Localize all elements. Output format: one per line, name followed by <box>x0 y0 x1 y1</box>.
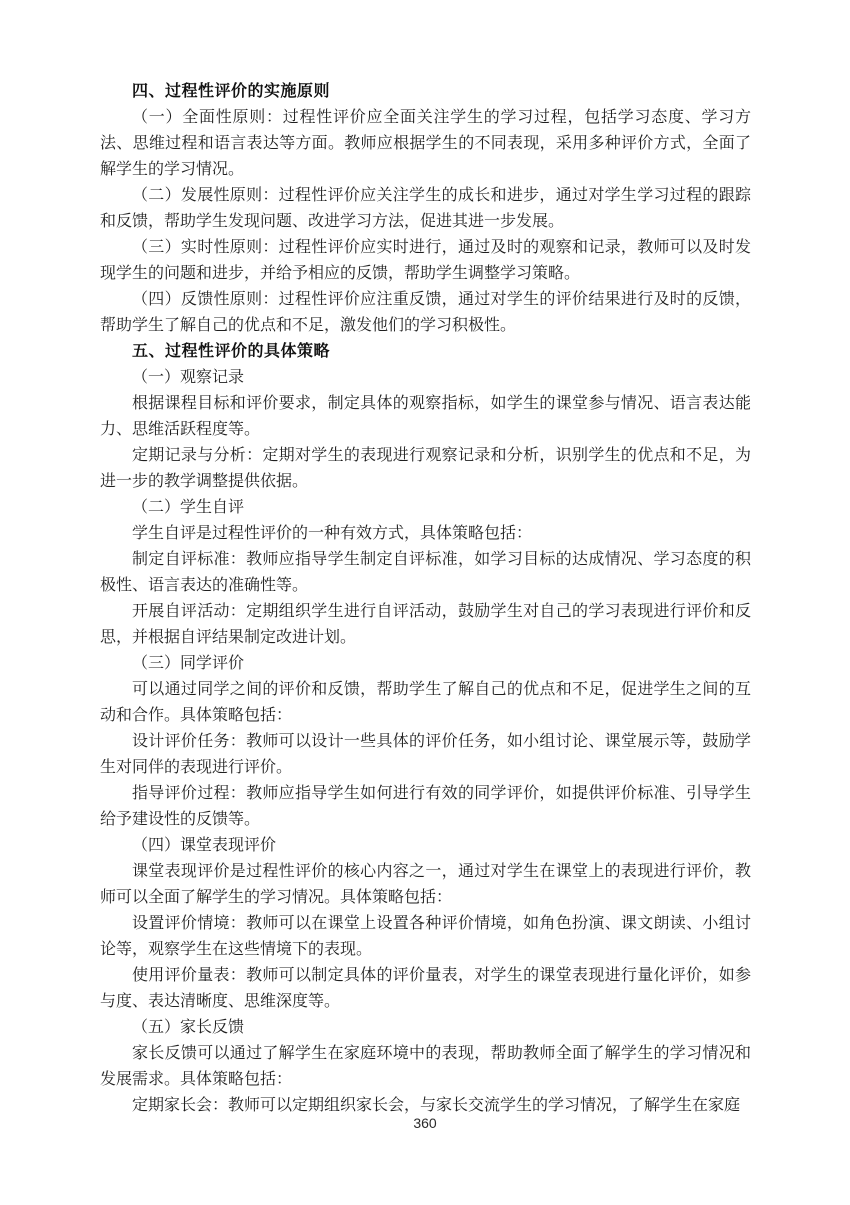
paragraph: （四）课堂表现评价 <box>132 837 277 854</box>
paragraph: 制定自评标准：教师应指导学生制定自评标准，如学习目标的达成情况、学习态度的积极性、语言表达的准确性等。 <box>100 551 751 594</box>
paragraph: 根据课程目标和评价要求，制定具体的观察指标，如学生的课堂参与情况、语言表达能力、思维活跃程度等。 <box>100 395 751 438</box>
paragraph: 指导评价过程：教师应指导学生如何进行有效的同学评价，如提供评价标准、引导学生给予建设性的反馈等。 <box>100 785 751 828</box>
paragraph: （三）同学评价 <box>132 655 245 672</box>
paragraph: 定期家长会：教师可以定期组织家长会，与家长交流学生的学习情况，了解学生在家庭 <box>132 1097 741 1114</box>
paragraph: 设计评价任务：教师可以设计一些具体的评价任务，如小组讨论、课堂展示等，鼓励学生对同伴的表现进行评价。 <box>100 733 751 776</box>
paragraph: 设置评价情境：教师可以在课堂上设置各种评价情境，如角色扮演、课文朗读、小组讨论等，观察学生在这些情境下的表现。 <box>100 915 751 958</box>
document-body <box>100 79 751 1119</box>
paragraph: （四）反馈性原则：过程性评价应注重反馈，通过对学生的评价结果进行及时的反馈，帮助学生了解自己的优点和不足，激发他们的学习积极性。 <box>100 291 751 334</box>
paragraph: 家长反馈可以通过了解学生在家庭环境中的表现，帮助教师全面了解学生的学习情况和发展需求。具体策略包括： <box>100 1045 751 1088</box>
paragraph: 定期记录与分析：定期对学生的表现进行观察记录和分析，识别学生的优点和不足，为进一步的教学调整提供依据。 <box>100 447 751 490</box>
paragraph: 可以通过同学之间的评价和反馈，帮助学生了解自己的优点和不足，促进学生之间的互动和合作。具体策略包括： <box>100 681 751 724</box>
paragraph: 开展自评活动：定期组织学生进行自评活动，鼓励学生对自己的学习表现进行评价和反思，并根据自评结果制定改进计划。 <box>100 603 751 646</box>
paragraph: （二）发展性原则：过程性评价应关注学生的成长和进步，通过对学生学习过程的跟踪和反馈，帮助学生发现问题、改进学习方法，促进其进一步发展。 <box>100 187 751 230</box>
paragraph: 使用评价量表：教师可以制定具体的评价量表，对学生的课堂表现进行量化评价，如参与度、表达清晰度、思维深度等。 <box>100 967 751 1010</box>
paragraph: （一）全面性原则：过程性评价应全面关注学生的学习过程，包括学习态度、学习方法、思维过程和语言表达等方面。教师应根据学生的不同表现，采用多种评价方式，全面了解学生的学习情况。 <box>100 109 751 178</box>
paragraph: （三）实时性原则：过程性评价应实时进行，通过及时的观察和记录，教师可以及时发现学生的问题和进步，并给予相应的反馈，帮助学生调整学习策略。 <box>100 239 751 282</box>
paragraph: 学生自评是过程性评价的一种有效方式，具体策略包括： <box>132 525 533 542</box>
paragraph: 课堂表现评价是过程性评价的核心内容之一，通过对学生在课堂上的表现进行评价，教师可以全面了解学生的学习情况。具体策略包括： <box>100 863 751 906</box>
paragraph: （五）家长反馈 <box>132 1019 245 1036</box>
section-heading: 五、过程性评价的具体策略 <box>132 343 331 360</box>
section-heading: 四、过程性评价的实施原则 <box>132 83 331 100</box>
page-number: 360 <box>413 1115 437 1131</box>
paragraph: （一）观察记录 <box>132 369 245 386</box>
paragraph: （二）学生自评 <box>132 499 245 516</box>
